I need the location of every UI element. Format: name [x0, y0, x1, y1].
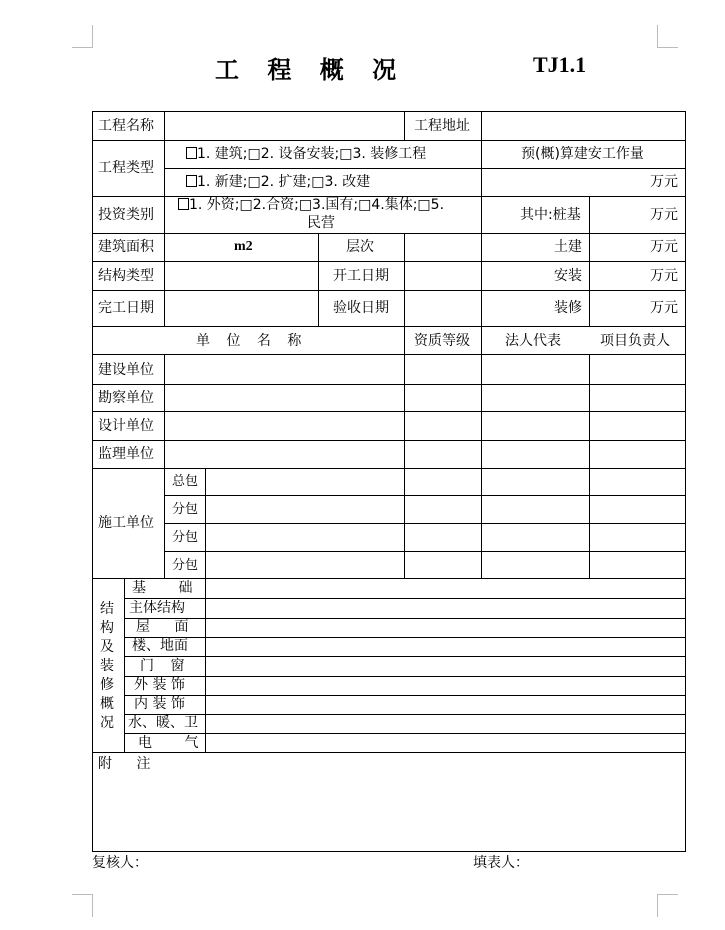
structure-label-char: 装	[100, 658, 114, 674]
unit-wan-yuan: 万元	[650, 300, 678, 316]
investment-options-cont: 民营	[307, 215, 335, 231]
label-project-type: 工程类型	[98, 160, 154, 176]
label-subcontract: 分包	[172, 530, 199, 545]
unit-wan-yuan: 万元	[650, 239, 678, 255]
structure-label-char: 构	[100, 620, 114, 636]
project-overview-form	[92, 111, 686, 852]
page-title: 工 程 概 况	[215, 55, 407, 84]
form-code: TJ1.1	[533, 52, 587, 77]
label-unit: 勘察单位	[98, 390, 154, 406]
checkbox-icon[interactable]	[178, 198, 189, 210]
structure-item-floor: 楼、地面	[132, 638, 188, 654]
label-subcontract: 分包	[172, 502, 199, 517]
label-budget: 预(概)算建安工作量	[521, 146, 644, 162]
structure-item-main: 主体结构	[129, 600, 185, 616]
structure-label-char: 及	[100, 639, 114, 655]
header-legal-rep: 法人代表	[505, 333, 561, 349]
page-corner-mark	[657, 894, 678, 917]
structure-label-char: 修	[100, 677, 114, 693]
structure-item-mep: 水、暖、卫	[128, 715, 198, 731]
label-structure-type: 结构类型	[98, 268, 154, 284]
header-unit-name: 单 位 名 称	[196, 333, 308, 349]
label-acceptance-date: 验收日期	[333, 300, 389, 316]
unit-wan-yuan: 万元	[650, 268, 678, 284]
checkbox-icon[interactable]	[186, 175, 197, 187]
label-unit: 监理单位	[98, 446, 154, 462]
preparer-label: 填表人：	[473, 855, 529, 871]
label-subcontract: 分包	[172, 558, 199, 573]
label-construction-unit: 施工单位	[98, 515, 154, 531]
structure-item-exterior: 外 装 饰	[134, 677, 185, 693]
structure-label-char: 况	[100, 715, 114, 731]
page-corner-mark	[72, 25, 93, 48]
label-piles: 其中:桩基	[520, 207, 581, 223]
label-civil: 土建	[554, 239, 582, 255]
investment-options: 1. 外资;□2.合资;□3.国有;□4.集体;□5.	[178, 197, 444, 213]
area-unit: m2	[234, 239, 253, 254]
header-qualification: 资质等级	[414, 333, 470, 349]
label-start-date: 开工日期	[333, 268, 389, 284]
label-unit: 建设单位	[98, 362, 154, 378]
label-decoration: 装修	[554, 300, 582, 316]
unit-wan-yuan: 万元	[650, 207, 678, 223]
unit-wan-yuan: 万元	[650, 174, 678, 190]
label-general-contract: 总包	[172, 474, 199, 489]
reviewer-label: 复核人：	[92, 855, 148, 871]
label-building-area: 建筑面积	[98, 239, 154, 255]
structure-label-char: 结	[100, 601, 114, 617]
label-project-address: 工程地址	[414, 118, 470, 134]
label-unit: 设计单位	[98, 418, 154, 434]
page-corner-mark	[657, 25, 678, 48]
label-floors: 层次	[346, 239, 374, 255]
structure-item-doors-windows: 门 窗	[140, 658, 191, 674]
structure-item-foundation: 基 础	[132, 580, 207, 596]
structure-item-interior: 内 装 饰	[134, 696, 185, 712]
notes-label: 附 注	[98, 756, 161, 772]
checkbox-icon[interactable]	[186, 147, 197, 159]
header-project-lead: 项目负责人	[600, 333, 670, 349]
structure-item-roof: 屋 面	[136, 619, 199, 635]
label-project-name: 工程名称	[98, 118, 154, 134]
structure-item-electrical: 电 气	[138, 735, 213, 751]
project-type-options-1: 1. 建筑;□2. 设备安装;□3. 装修工程	[186, 146, 426, 162]
page-corner-mark	[72, 894, 93, 917]
project-type-options-2: 1. 新建;□2. 扩建;□3. 改建	[186, 174, 370, 190]
label-installation: 安装	[554, 268, 582, 284]
label-investment: 投资类别	[98, 207, 154, 223]
structure-label-char: 概	[100, 696, 114, 712]
label-completion-date: 完工日期	[98, 300, 154, 316]
